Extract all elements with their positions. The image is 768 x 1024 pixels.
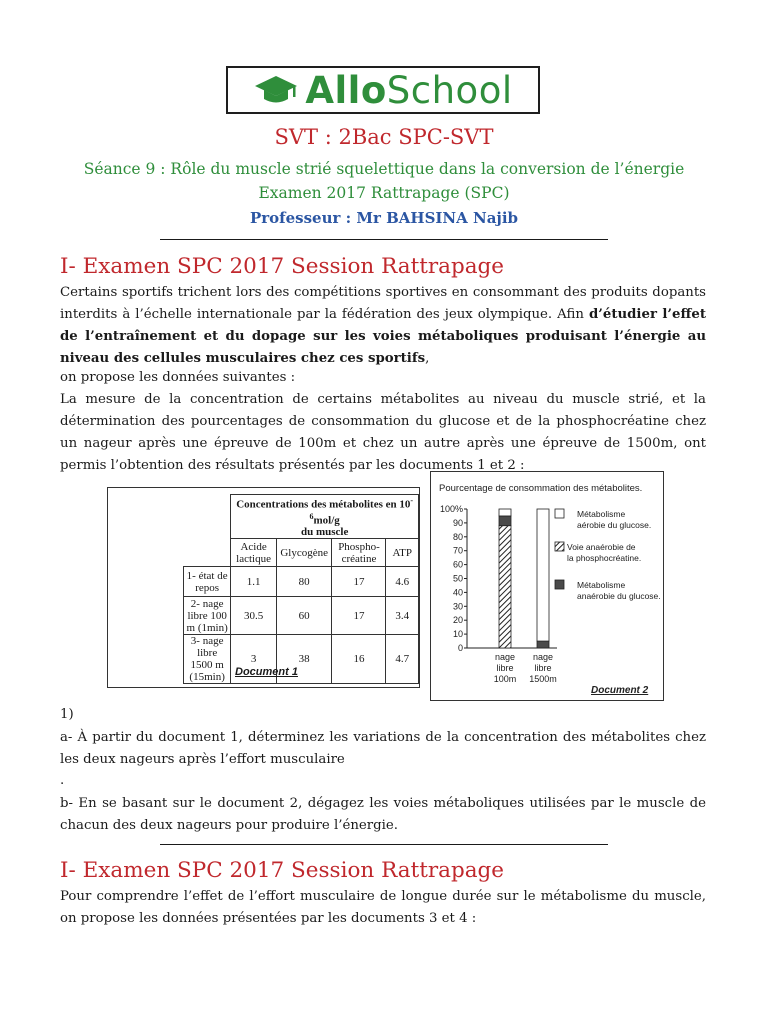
logo-text: AlloSchool bbox=[305, 68, 513, 112]
legend-label: Métabolisme bbox=[577, 580, 626, 590]
document-2-chart bbox=[430, 471, 664, 701]
y-tick-label: 0 bbox=[457, 643, 463, 653]
question-a: a- À partir du document 1, déterminez les variations de la concentration des métabolites chez les deux nageurs après l’effort musculaire bbox=[60, 730, 706, 767]
intro-paragraph: Certains sportifs trichent lors des compétitions sportives en consommant des produits dopants interdits à l’échelle internationale par la fédération des jeux olympique. Afin d’étudier l’effet de l’entraînement et du dopage sur les voies métaboliques produisant l’énergie au niveau des cellules musculaires chez ces sportifs, bbox=[60, 285, 707, 366]
document-2-caption: Document 2 bbox=[591, 685, 649, 696]
legend-label: Voie anaérobie de bbox=[567, 542, 636, 552]
category-label: nage bbox=[532, 652, 554, 662]
bar-segment bbox=[499, 509, 511, 516]
bar-segment bbox=[499, 516, 511, 526]
legend-swatch bbox=[555, 580, 564, 589]
seance-title: Séance 9 : Rôle du muscle strié squelettique dans la conversion de l’énergie bbox=[83, 160, 685, 178]
intro-bold-text: d’étudier l’effet de l’entraînement et du dopage sur les voies métaboliques produisant l’énergie au niveau des cellules musculaires chez ces sportifs bbox=[60, 307, 707, 366]
page-title: SVT : 2Bac SPC-SVT bbox=[274, 125, 494, 149]
section-divider bbox=[160, 844, 608, 845]
question-number: 1) bbox=[60, 707, 74, 722]
document-1-caption: Document 1 bbox=[235, 666, 298, 678]
row-label: 3- nage libre 1500 m (15min) bbox=[184, 635, 231, 684]
y-tick-label: 70 bbox=[452, 545, 463, 556]
y-tick-label: 80 bbox=[452, 531, 463, 542]
y-tick-label: 90 bbox=[452, 517, 463, 528]
y-tick-label: 40 bbox=[452, 587, 463, 598]
section-heading: I- Examen SPC 2017 Session Rattrapage bbox=[60, 254, 505, 279]
exam-title: Examen 2017 Rattrapage (SPC) bbox=[258, 184, 510, 202]
professor-name: Professeur : Mr BAHSINA Najib bbox=[249, 209, 519, 227]
category-label: 1500m bbox=[529, 674, 557, 684]
document-1-table-figure bbox=[107, 487, 420, 688]
col-header: ATP bbox=[386, 539, 419, 567]
y-tick-label: 30 bbox=[452, 601, 463, 612]
bar-segment bbox=[499, 526, 511, 648]
chart-title: Pourcentage de consommation des métabolites. bbox=[439, 483, 643, 494]
table-row: 3- nage libre 1500 m (15min) 3 38 16 4.7 bbox=[184, 635, 419, 684]
metabolite-table bbox=[183, 494, 419, 684]
category-label: libre bbox=[496, 663, 514, 673]
col-header: Acide lactique bbox=[231, 539, 277, 567]
table-row: 2- nage libre 100 m (1min) 30.5 60 17 3.4 bbox=[184, 597, 419, 635]
graduation-cap-icon bbox=[253, 72, 299, 108]
col-header: Phospho-créatine bbox=[332, 539, 386, 567]
legend-label: Métabolisme bbox=[577, 509, 626, 519]
section-heading: I- Examen SPC 2017 Session Rattrapage bbox=[60, 858, 505, 883]
legend-label: la phosphocréatine. bbox=[567, 553, 642, 563]
category-label: nage bbox=[494, 652, 516, 662]
mesure-paragraph: La mesure de la concentration de certains métabolites au niveau du muscle strié, et la détermination des pourcentages de consommation du glucose et de la phosphocréatine chez un nageur après une épreuve de 100m et chez un autre après une épreuve de 1500m, ont permis l’obtention des résultats présentés par les documents 1 et 2 : bbox=[60, 392, 706, 473]
bar-segment bbox=[537, 641, 549, 648]
y-tick-label: 100% bbox=[439, 504, 463, 514]
category-label: 100m bbox=[493, 674, 517, 684]
y-tick-label: 10 bbox=[452, 629, 463, 640]
col-header: Glycogène bbox=[276, 539, 332, 567]
legend-swatch bbox=[555, 509, 564, 518]
propose-text: on propose les données suivantes : bbox=[60, 370, 296, 385]
y-tick-label: 20 bbox=[452, 615, 463, 626]
bar-segment bbox=[537, 509, 549, 641]
row-label: 1- état de repos bbox=[184, 567, 231, 597]
header-divider bbox=[160, 239, 608, 240]
section2-intro: Pour comprendre l’effet de l’effort musculaire de longue durée sur le métabolisme du muscle, on propose les données présentées par les documents 3 et 4 : bbox=[60, 889, 706, 926]
question-b: b- En se basant sur le document 2, dégagez les voies métaboliques utilisées par le muscle de chacun des deux nageurs pour produire l’énergie. bbox=[60, 796, 706, 833]
legend-swatch bbox=[555, 542, 564, 551]
dot-text: . bbox=[60, 773, 65, 788]
bar-chart bbox=[431, 472, 662, 699]
alloschool-logo[interactable] bbox=[226, 66, 540, 114]
y-tick-label: 60 bbox=[452, 559, 463, 570]
row-label: 2- nage libre 100 m (1min) bbox=[184, 597, 231, 635]
legend-label: aérobie du glucose. bbox=[577, 520, 652, 530]
table-header: Concentrations des métabolites en $10^{-6}mol/g$ du muscle bbox=[231, 495, 419, 539]
table-row: 1- état de repos 1.1 80 17 4.6 bbox=[184, 567, 419, 597]
y-tick-label: 50 bbox=[452, 573, 463, 584]
legend-label: anaérobie du glucose. bbox=[577, 591, 661, 601]
category-label: libre bbox=[534, 663, 552, 673]
